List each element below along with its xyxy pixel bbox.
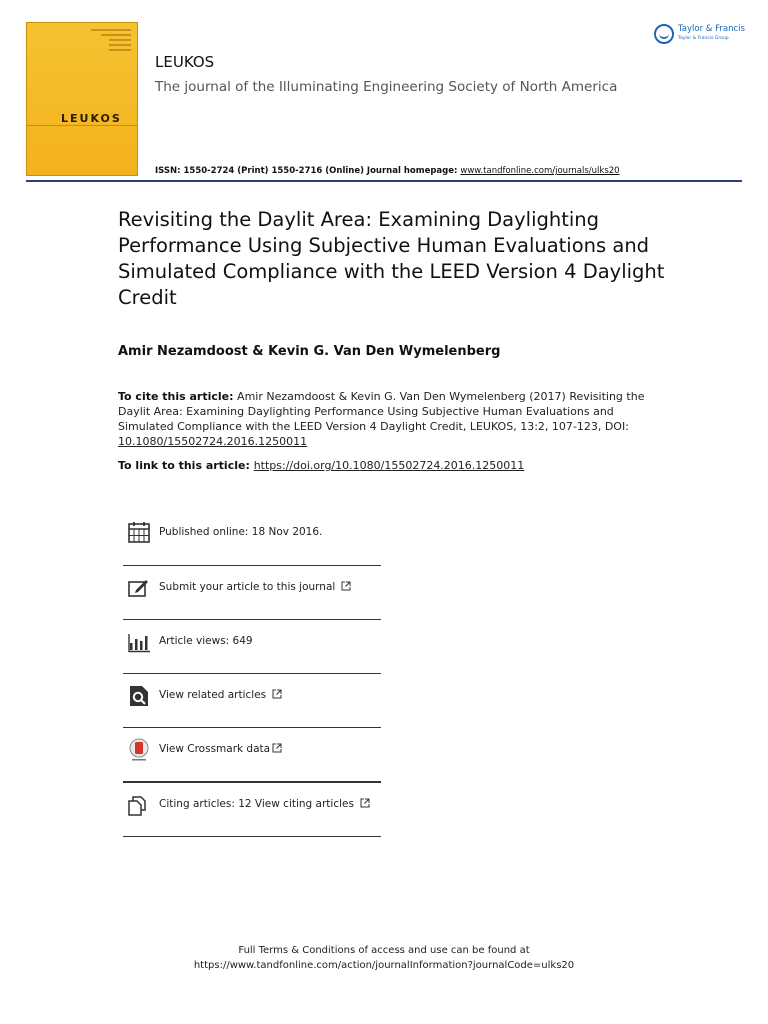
citing-articles-link[interactable] [159,798,370,810]
cover-text-line [101,34,131,36]
publisher-name: Taylor & Francis [678,24,745,34]
external-link-icon [272,689,282,699]
journal-homepage-link[interactable]: www.tandfonline.com/journals/ulks20 [460,166,620,176]
published-online-label: Published online: 18 Nov 2016. [159,526,323,538]
related-articles-label: View related articles [159,689,267,701]
cover-line [27,125,137,126]
citing-articles-row[interactable] [123,782,381,837]
citing-articles-icon [127,793,151,817]
journal-name: LEUKOS [155,53,215,71]
article-actions [123,510,381,837]
cover-text-line [109,44,131,46]
calendar-icon [127,520,151,544]
external-link-icon [360,798,370,808]
related-articles-row[interactable] [123,674,381,728]
article-views-row [123,620,381,674]
submit-article-link[interactable] [159,581,351,593]
cover-text-line [109,49,131,51]
crossmark-link[interactable] [159,743,282,755]
search-document-icon [127,684,151,708]
bar-chart-icon [127,630,151,654]
journal-cover-image [26,22,138,176]
cover-text-line [91,29,131,31]
published-online-row [123,510,381,566]
citing-articles-label: Citing articles: 12 View citing articles [159,798,354,810]
external-link-icon [272,743,282,753]
crossmark-icon [127,738,151,762]
publisher-logo[interactable] [654,22,750,48]
crossmark-row[interactable] [123,728,381,782]
header-divider [26,180,742,182]
article-doi-link[interactable]: https://doi.org/10.1080/15502724.2016.1250011 [253,459,525,472]
cover-title: LEUKOS [61,112,122,125]
footer [0,943,768,973]
article-authors: Amir Nezamdoost & Kevin G. Van Den Wymelenberg [118,344,501,359]
submit-article-label: Submit your article to this journal [159,581,336,593]
issn-text: ISSN: 1550-2724 (Print) 1550-2716 (Online) Journal homepage: [155,166,461,176]
footer-terms-line: Full Terms & Conditions of access and use can be found at [238,945,530,956]
article-title: Revisiting the Daylit Area: Examining Daylighting Performance Using Subjective Human Evaluations and Simulated Compliance with the LEED Version 4 Daylight Credit [118,208,665,309]
article-link-line [118,459,524,472]
link-label: To link to this article: [118,459,254,472]
publisher-group: Taylor & Francis Group [678,36,729,41]
related-articles-link[interactable] [159,689,282,701]
publisher-logo-icon [654,24,674,44]
cite-text: Amir Nezamdoost & Kevin G. Van Den Wymelenberg (2017) Revisiting the Daylit Area: Examining Daylighting Performance Using Subjective Human Evaluations and Simulated Compliance with the LEED Version 4 Daylight Credit, LEUKOS, 13:2, 107-123, DOI: [118,390,645,433]
submit-article-row[interactable] [123,566,381,620]
citation-block [118,389,648,449]
cite-doi-link[interactable]: 10.1080/15502724.2016.1250011 [118,435,308,448]
footer-terms-url[interactable]: https://www.tandfonline.com/action/journalInformation?journalCode=ulks20 [193,960,575,971]
issn-line [155,166,620,176]
journal-subtitle: The journal of the Illuminating Engineering Society of North America [155,79,618,95]
crossmark-label: View Crossmark data [159,743,271,755]
external-link-icon [341,581,351,591]
cite-label: To cite this article: [118,390,234,403]
article-views-label: Article views: 649 [159,635,253,647]
cover-text-line [109,39,131,41]
edit-icon [127,576,151,600]
